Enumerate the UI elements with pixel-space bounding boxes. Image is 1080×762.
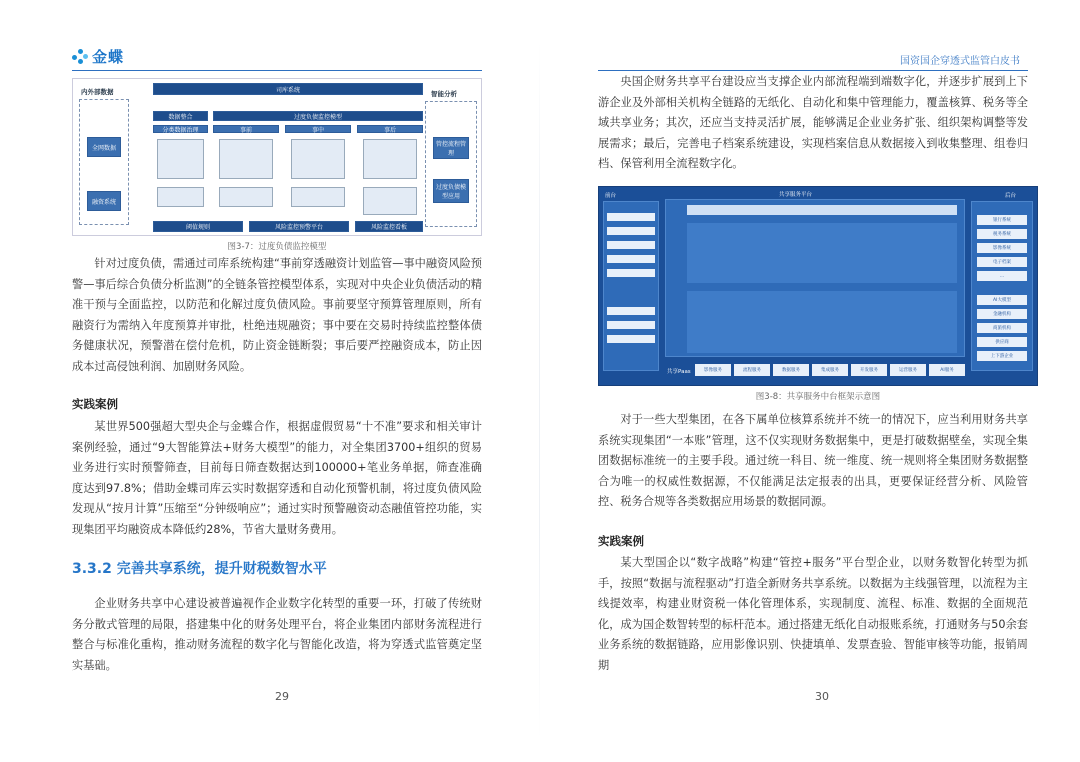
fig2-right-item-7: 金融机构 (977, 309, 1027, 319)
fig2-center-grid-1 (687, 223, 957, 283)
fig2-left-cell (607, 213, 655, 221)
fig-detail-6 (291, 187, 345, 207)
fig-detail-3 (219, 139, 273, 179)
fig-right-group (425, 101, 477, 227)
fig2-right-item-2: 税务系统 (977, 229, 1027, 239)
body-paragraph-3: 某大型国企以“数字战略”构建“管控+服务”平台型企业，以财务数智化转型为抓手，按照“数据与流程驱动”打造全新财务共享系统。以数据为主线强管理，以流程为主线提效率，构建业财资税一体化管理体系，实现制度、流程、标准、数据的全面规范化，成为国企数智转型的标杆范本。通过搭建无纸化自动报账系统，打通财务与50余套业务系统的数据链路，应用影像识别、快捷填单、发票查验、智能审核等功能，报销周期 (598, 556, 1028, 672)
fig2-left-cell (607, 227, 655, 235)
fig2-top-label: 共享服务平台 (779, 192, 813, 198)
page-number: 30 (815, 690, 829, 703)
figure-caption: 图3-7：过度负债监控模型 (227, 242, 327, 252)
case-heading: 实践案例 (598, 534, 644, 548)
fig2-right-item-9: 供应商 (977, 337, 1027, 347)
fig-sub-header-4: 事后 (357, 125, 423, 133)
fig-top-label: 司库系统 (153, 83, 423, 95)
debt-monitoring-figure (72, 78, 482, 236)
fig2-right-item-3: 影像系统 (977, 243, 1027, 253)
page-number: 29 (275, 690, 289, 703)
body-paragraph-2: 对于一些大型集团，在各下属单位核算系统并不统一的情况下，应当利用财务共享系统实现集团“一本账”管理，这不仅实现财务数据集中，更是打破数据壁垒，实现全集团数据标准统一的主要手段。通过统一科目、统一维度、统一规则将全集团财务数据整合为唯一的权威性数据源，不仅能满足法定报表的出具，更要保证经营分析、风险管控、税务合规等各类数据应用场景的数据同源。 (598, 413, 1028, 509)
fig-detail-5 (291, 139, 345, 179)
fig-left-title: 内外部数据 (81, 88, 114, 96)
header-divider-right (598, 70, 1028, 71)
fig2-right-item-5: ... (977, 271, 1027, 281)
fig-right-node-2: 过度负债模型应用 (433, 179, 469, 203)
fig-sub-header-3: 事中 (285, 125, 351, 133)
fig2-left-cell (607, 269, 655, 277)
fig-mid-header-2: 过度负债监控模型 (213, 111, 423, 121)
fig2-left-cell (607, 321, 655, 329)
fig-detail-2 (157, 187, 204, 207)
fig2-bottom-item-5: 开发服务 (851, 364, 887, 376)
fig-right-node-1: 管控流程管理 (433, 137, 469, 159)
fig2-left-title: 前台 (605, 193, 617, 199)
fig2-bottom-item-3: 数据服务 (773, 364, 809, 376)
fig2-left-cell (607, 335, 655, 343)
fig-detail-8 (363, 187, 417, 215)
fig2-center-grid-2 (687, 291, 957, 353)
fig-bottom-bar-2: 风险监控预警平台 (249, 221, 349, 232)
fig2-right-item-1: 银行系统 (977, 215, 1027, 225)
fig-right-title: 智能分析 (431, 90, 457, 98)
brand-name: 金蝶 (92, 48, 125, 66)
fig2-bottom-item-7: AI服务 (929, 364, 965, 376)
fig2-center-row (687, 205, 957, 215)
fig-bottom-bar-3: 风险监控看板 (355, 221, 423, 232)
fig2-right-item-4: 电子档案 (977, 257, 1027, 267)
brand-logo (72, 46, 124, 67)
fig2-bottom-item-1: 影像服务 (695, 364, 731, 376)
fig2-bottom-label: 共享Paas (667, 369, 691, 375)
fig-left-node-1: 全网数据 (87, 137, 121, 157)
logo-dots-icon (72, 49, 88, 65)
figure-caption: 图3-8：共享服务中台框架示意图 (755, 392, 881, 402)
fig2-bottom-item-4: 集成服务 (812, 364, 848, 376)
fig-left-node-2: 融资系统 (87, 191, 121, 211)
body-paragraph-1: 央国企财务共享平台建设应当支撑企业内部流程端到端数字化，并逐步扩展到上下游企业及外部相关机构全链路的无纸化、自动化和集中管理能力，覆盖核算、税务等全域共享业务；其次，还应当支持灵活扩展，能够满足企业业务扩张、组织架构调整等发展需求；最后，完善电子档案系统建设，实现档案信息从数据接入到收集整理、组卷归档、保管利用全流程数字化。 (598, 75, 1028, 171)
shared-service-figure (598, 186, 1038, 386)
section-title: 3.3.2 完善共享系统，提升财税数智水平 (72, 561, 327, 577)
fig2-right-item-10: 上下游企业 (977, 351, 1027, 361)
fig-detail-4 (219, 187, 273, 207)
fig2-right-title: 后台 (1005, 193, 1017, 199)
fig2-right-item-8: 商旅机构 (977, 323, 1027, 333)
fig-mid-header-1: 数据整合 (153, 111, 208, 121)
fig2-right-item-6: AI大模型 (977, 295, 1027, 305)
header-title: 国资国企穿透式监管白皮书 (900, 56, 1020, 67)
fig2-bottom-item-2: 流程服务 (734, 364, 770, 376)
header-divider (72, 70, 482, 71)
body-paragraph-1: 针对过度负债，需通过司库系统构建“事前穿透融资计划监管—事中融资风险预警—事后综合负债分析监测”的全链条管控模型体系，实现对中央企业负债活动的精准干预与全面监控，以防范和化解过度负债风险。事前要坚守预算管理原则，所有融资行为需纳入年度预算并审批，杜绝违规融资；事中要在交易时持续监控整体债务健康状况，预警潜在偿付危机，防止资金链断裂；事后要严控融资成本，防止因成本过高侵蚀利润、加剧财务风险。 (72, 257, 482, 373)
fig2-bottom-item-6: 运营服务 (890, 364, 926, 376)
fig2-left-cell (607, 255, 655, 263)
fig2-left-cell (607, 307, 655, 315)
fig-detail-7 (363, 139, 417, 179)
case-heading: 实践案例 (72, 397, 118, 411)
right-page (540, 0, 1080, 762)
body-paragraph-3: 企业财务共享中心建设被普遍视作企业数字化转型的重要一环，打破了传统财务分散式管理的局限，搭建集中化的财务处理平台，将企业集团内部财务流程进行整合与标准化重构，推动财务流程的数字化与智能化改造，将为穿透式监管奠定坚实基础。 (72, 597, 482, 672)
fig2-left-cell (607, 241, 655, 249)
fig-bottom-bar-1: 阈值规则 (153, 221, 243, 232)
fig-sub-header-2: 事前 (213, 125, 279, 133)
body-paragraph-2: 某世界500强超大型央企与金蝶合作，根据虚假贸易“十不准”要求和相关审计案例经验，通过“9大智能算法+财务大模型”的能力，对全集团3700+组织的贸易业务进行实时预警筛查，目前每日筛查数据达到100000+笔业务单据，筛查准确度达到97.8%；借助金蝶司库云实时数据穿透和自动化预警机制，将过度负债风险发现从“按月计算”压缩至“分钟级响应”；通过实时预警融资动态融值管控功能，实现集团平均融资成本降低约28%，节省大量财务费用。 (72, 420, 482, 536)
fig-detail-1 (157, 139, 204, 179)
fig-sub-header-1: 分类数据治理 (153, 125, 208, 133)
